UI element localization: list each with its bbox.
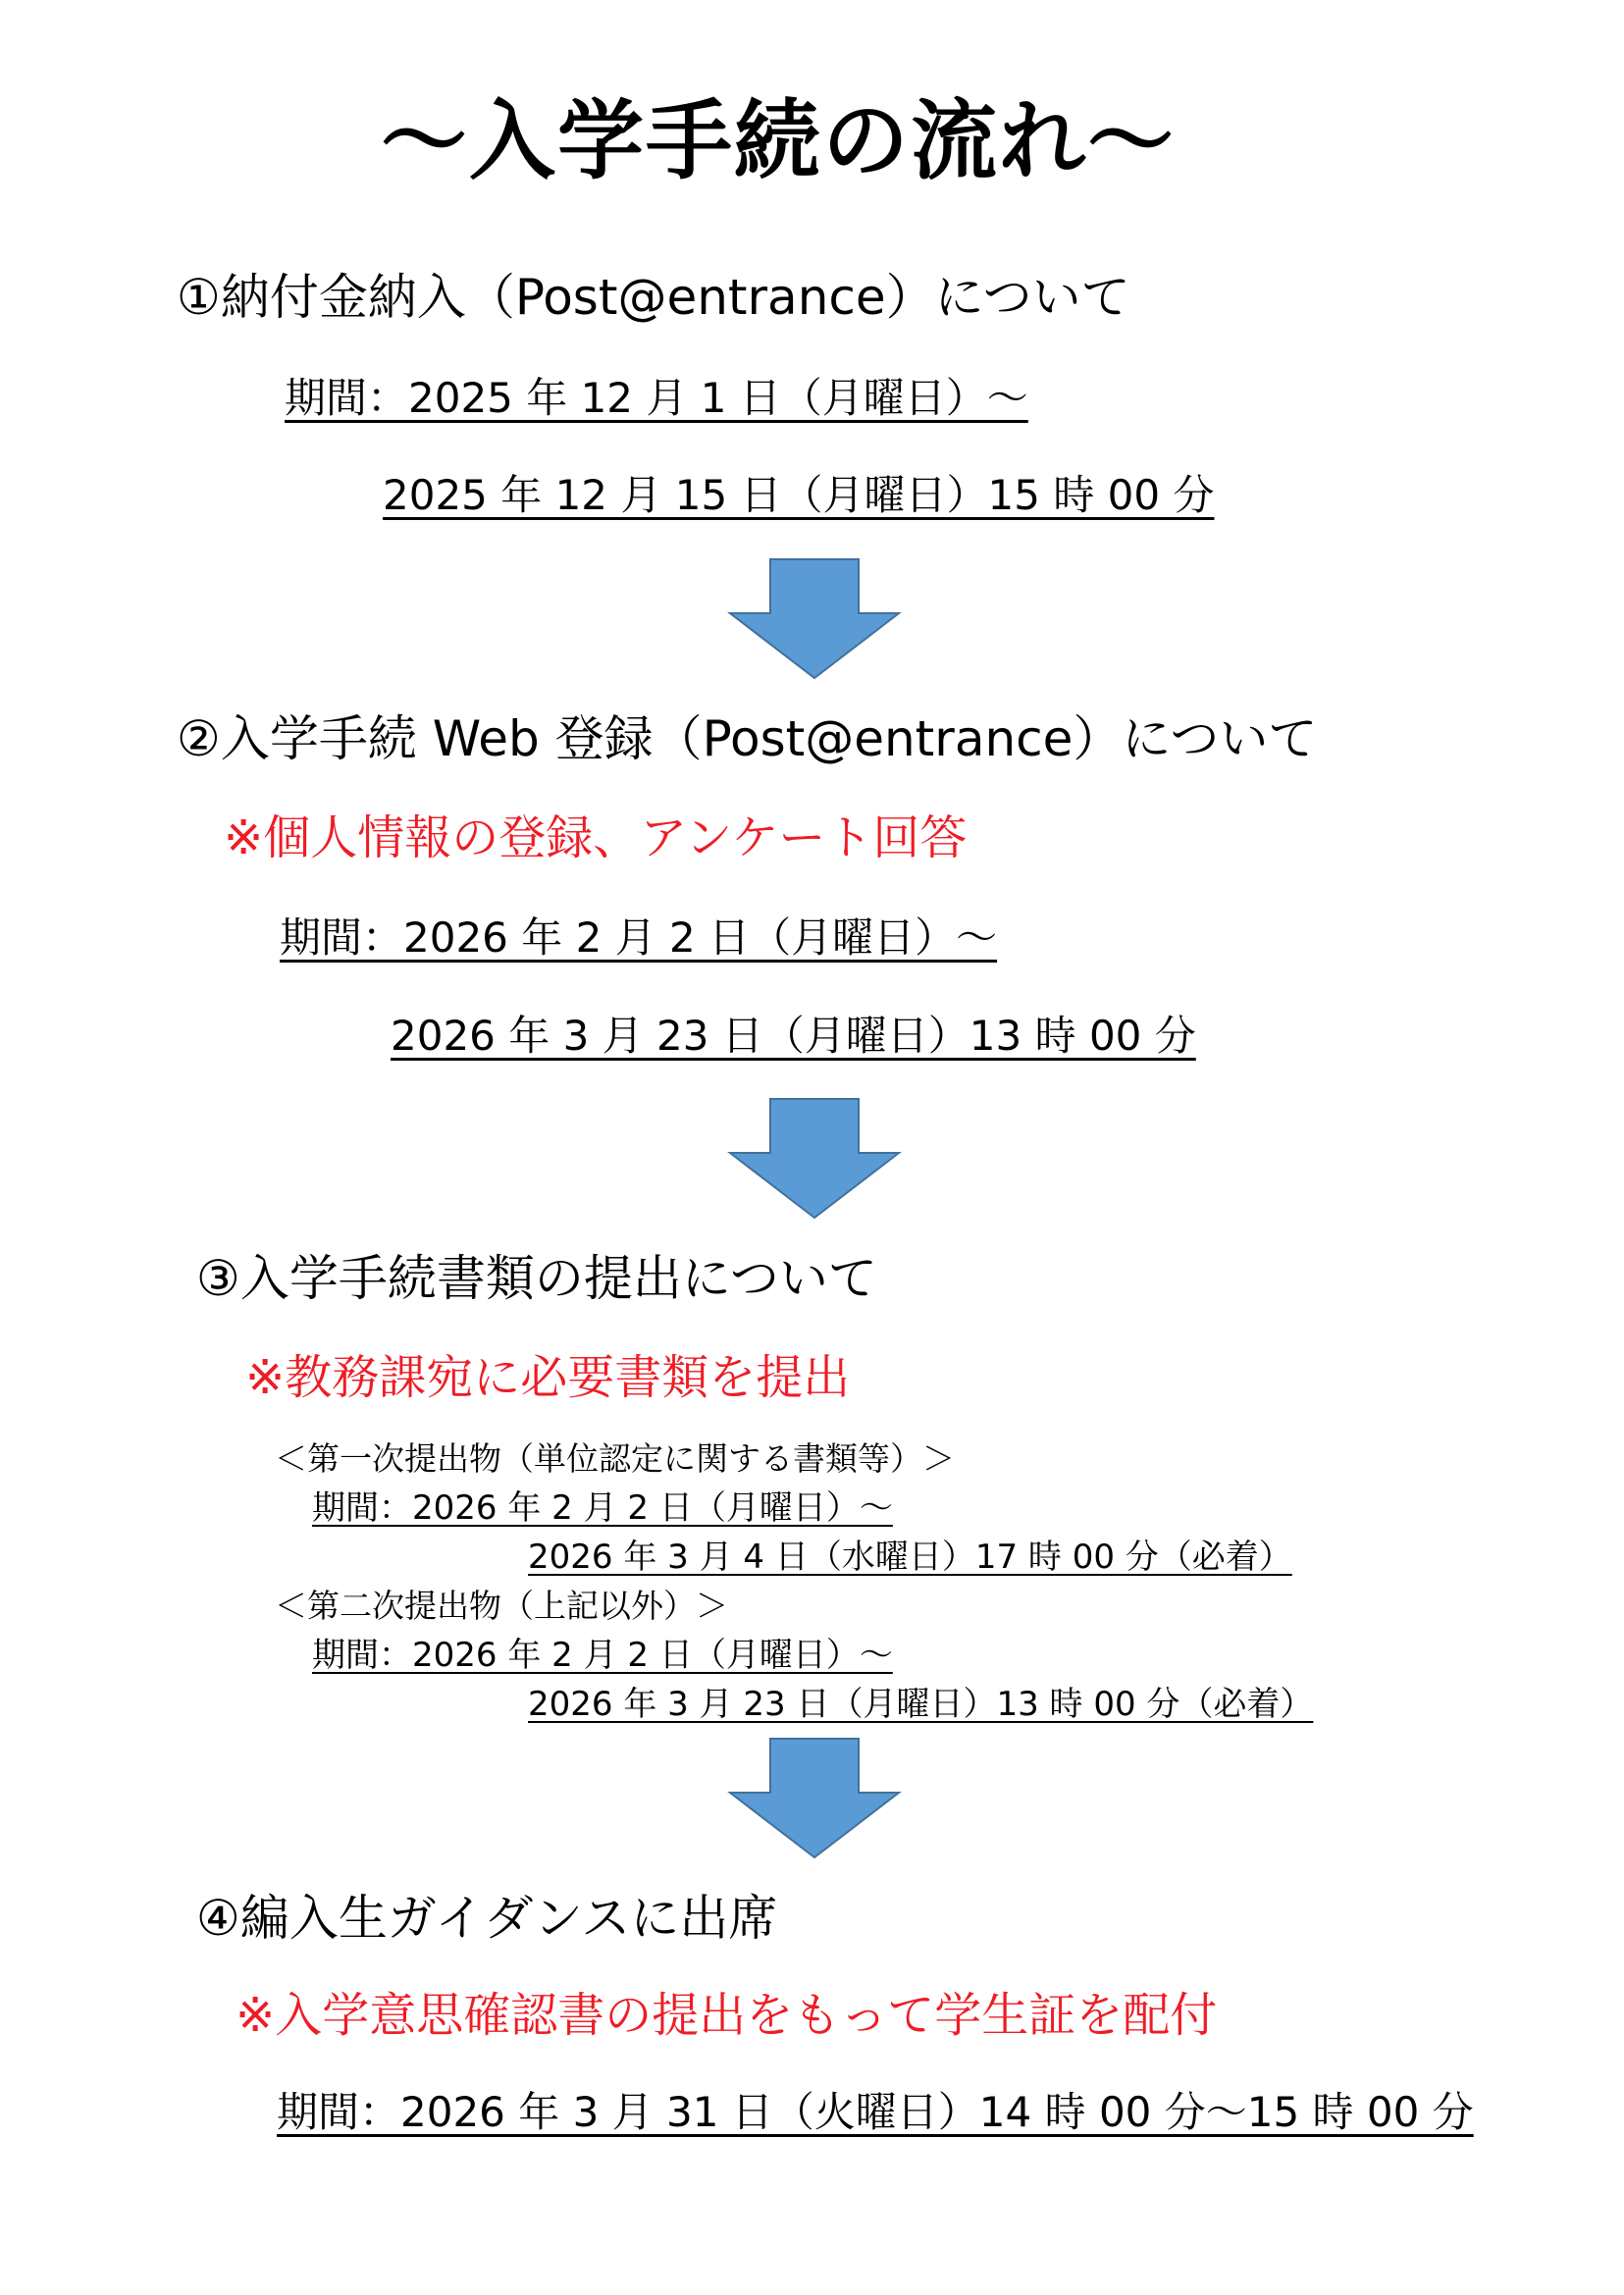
page-title: ～入学手続の流れ～ (381, 90, 1177, 191)
step2-heading: ②入学手続 Web 登録（Post@entrance）について (177, 710, 1318, 767)
step1-period-start: 期間：2025 年 12 月 1 日（月曜日）～ (285, 374, 1028, 422)
step3-second-period-end: 2026 年 3 月 23 日（月曜日）13 時 00 分（必着） (528, 1685, 1314, 1724)
down-arrow-icon (726, 1097, 903, 1221)
step3-first-label: ＜第一次提出物（単位認定に関する書類等）＞ (275, 1439, 955, 1478)
step1-period-end: 2025 年 12 月 15 日（月曜日）15 時 00 分 (383, 471, 1215, 519)
step3-second-period-start: 期間：2026 年 2 月 2 日（月曜日）～ (312, 1636, 893, 1675)
step4-period: 期間：2026 年 3 月 31 日（火曜日）14 時 00 分～15 時 00 分 (277, 2088, 1474, 2136)
down-arrow-icon (726, 1737, 903, 1860)
step2-note: ※個人情報の登録、アンケート回答 (224, 810, 968, 865)
step3-second-label: ＜第二次提出物（上記以外）＞ (275, 1587, 728, 1625)
down-arrow-shape (730, 559, 899, 678)
down-arrow-shape (730, 1739, 899, 1857)
step3-note: ※教務課宛に必要書類を提出 (245, 1350, 851, 1405)
down-arrow-icon (726, 557, 903, 681)
step3-first-period-end: 2026 年 3 月 4 日（水曜日）17 時 00 分（必着） (528, 1538, 1292, 1577)
step2-period-start: 期間：2026 年 2 月 2 日（月曜日）～ (280, 913, 998, 962)
step1-heading: ①納付金納入（Post@entrance）について (177, 269, 1130, 326)
down-arrow-shape (730, 1099, 899, 1218)
step2-period-end: 2026 年 3 月 23 日（月曜日）13 時 00 分 (391, 1012, 1196, 1060)
step3-heading: ③入学手続書類の提出について (196, 1250, 877, 1307)
step3-first-period-start: 期間：2026 年 2 月 2 日（月曜日）～ (312, 1488, 893, 1528)
step4-heading: ④編入生ガイダンスに出席 (196, 1890, 778, 1947)
step4-note: ※入学意思確認書の提出をもって学生証を配付 (236, 1988, 1218, 2043)
